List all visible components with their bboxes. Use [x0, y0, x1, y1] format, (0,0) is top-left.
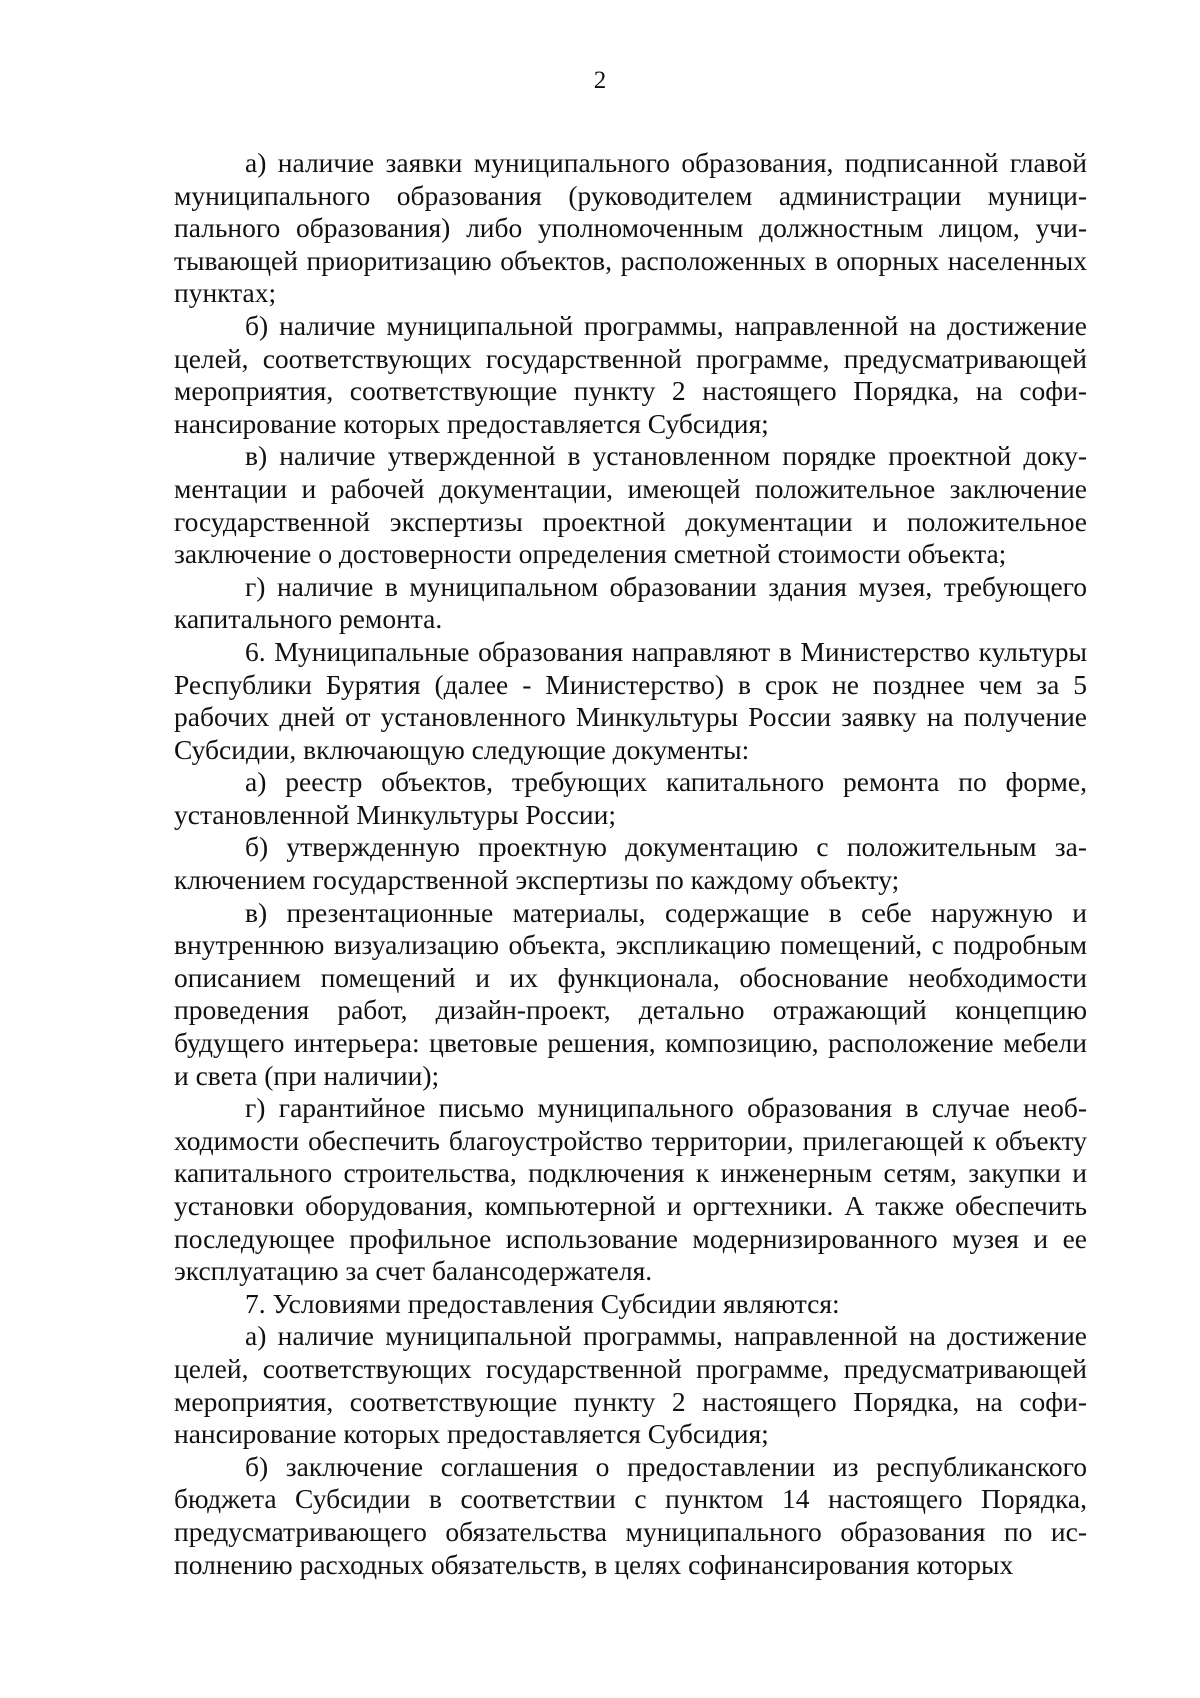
paragraph-5a: а) наличие заявки муниципального образования, подписанной главой муниципального образования (руководителем администрации муниципального образования) либо уполномоченным должностным лицом, учитывающей приоритизацию объектов, расположенных в опорных населенных пунктах;	[174, 147, 1087, 309]
paragraph-6v: в) презентационные материалы, содержащие в себе наружную и внутреннюю визуализацию объекта, экспликацию помещений, с подробным описанием помещений и их функционала, обоснование необходимости проведения работ, дизайн-проект, детально отражающий концепцию будущего интерьера: цветовые решения, композицию, расположение мебели и света (при наличии);	[174, 896, 1087, 1091]
page-number: 2	[593, 67, 607, 94]
paragraph-6g: г) гарантийное письмо муниципального образования в случае необходимости обеспечить благоустройство территории, прилегающей к объекту капитального строительства, подключения к инженерным сетям, закупки и установки оборудования, компьютерной и оргтехники. А также обеспечить последующее профильное использование модернизированного музея и ее эксплуатацию за счет балансодержателя.	[174, 1092, 1087, 1287]
paragraph-7: 7. Условиями предоставления Субсидии являются:	[245, 1287, 840, 1319]
paragraph-7b: б) заключение соглашения о предоставлении из республиканского бюджета Субсидии в соответствии с пунктом 14 настоящего Порядка, предусматривающего обязательства муниципального образования по исполнению расходных обязательств, в целях софинансирования которых	[174, 1450, 1087, 1580]
paragraph-6: 6. Муниципальные образования направляют в Министерство культуры Республики Бурятия (далее - Министерство) в срок не позднее чем за 5 рабочих дней от установленного Минкультуры России заявку на получение Субсидии, включающую следующие документы:	[174, 635, 1087, 765]
paragraph-5g: г) наличие в муниципальном образовании здания музея, требующего капитального ремонта.	[174, 570, 1087, 635]
paragraph-6b: б) утвержденную проектную документацию с положительным заключением государственной экспертизы по каждому объекту;	[174, 831, 1087, 896]
paragraph-5b: б) наличие муниципальной программы, направленной на достижение целей, соответствующих государственной программе, предусматривающей мероприятия, соответствующие пункту 2 настоящего Порядка, на софинансирование которых предоставляется Субсидия;	[174, 309, 1087, 439]
paragraph-6a: а) реестр объектов, требующих капитального ремонта по форме, установленной Минкультуры России;	[174, 766, 1087, 830]
paragraph-5v: в) наличие утвержденной в установленном порядке проектной документации и рабочей документации, имеющей положительное заключение государственной экспертизы проектной документации и положительное заключение о достоверности определения сметной стоимости объекта;	[174, 440, 1087, 570]
paragraph-7a: а) наличие муниципальной программы, направленной на достижение целей, соответствующих государственной программе, предусматривающей мероприятия, соответствующие пункту 2 настоящего Порядка, на софинансирование которых предоставляется Субсидия;	[174, 1320, 1087, 1450]
document-body	[174, 147, 1087, 1581]
